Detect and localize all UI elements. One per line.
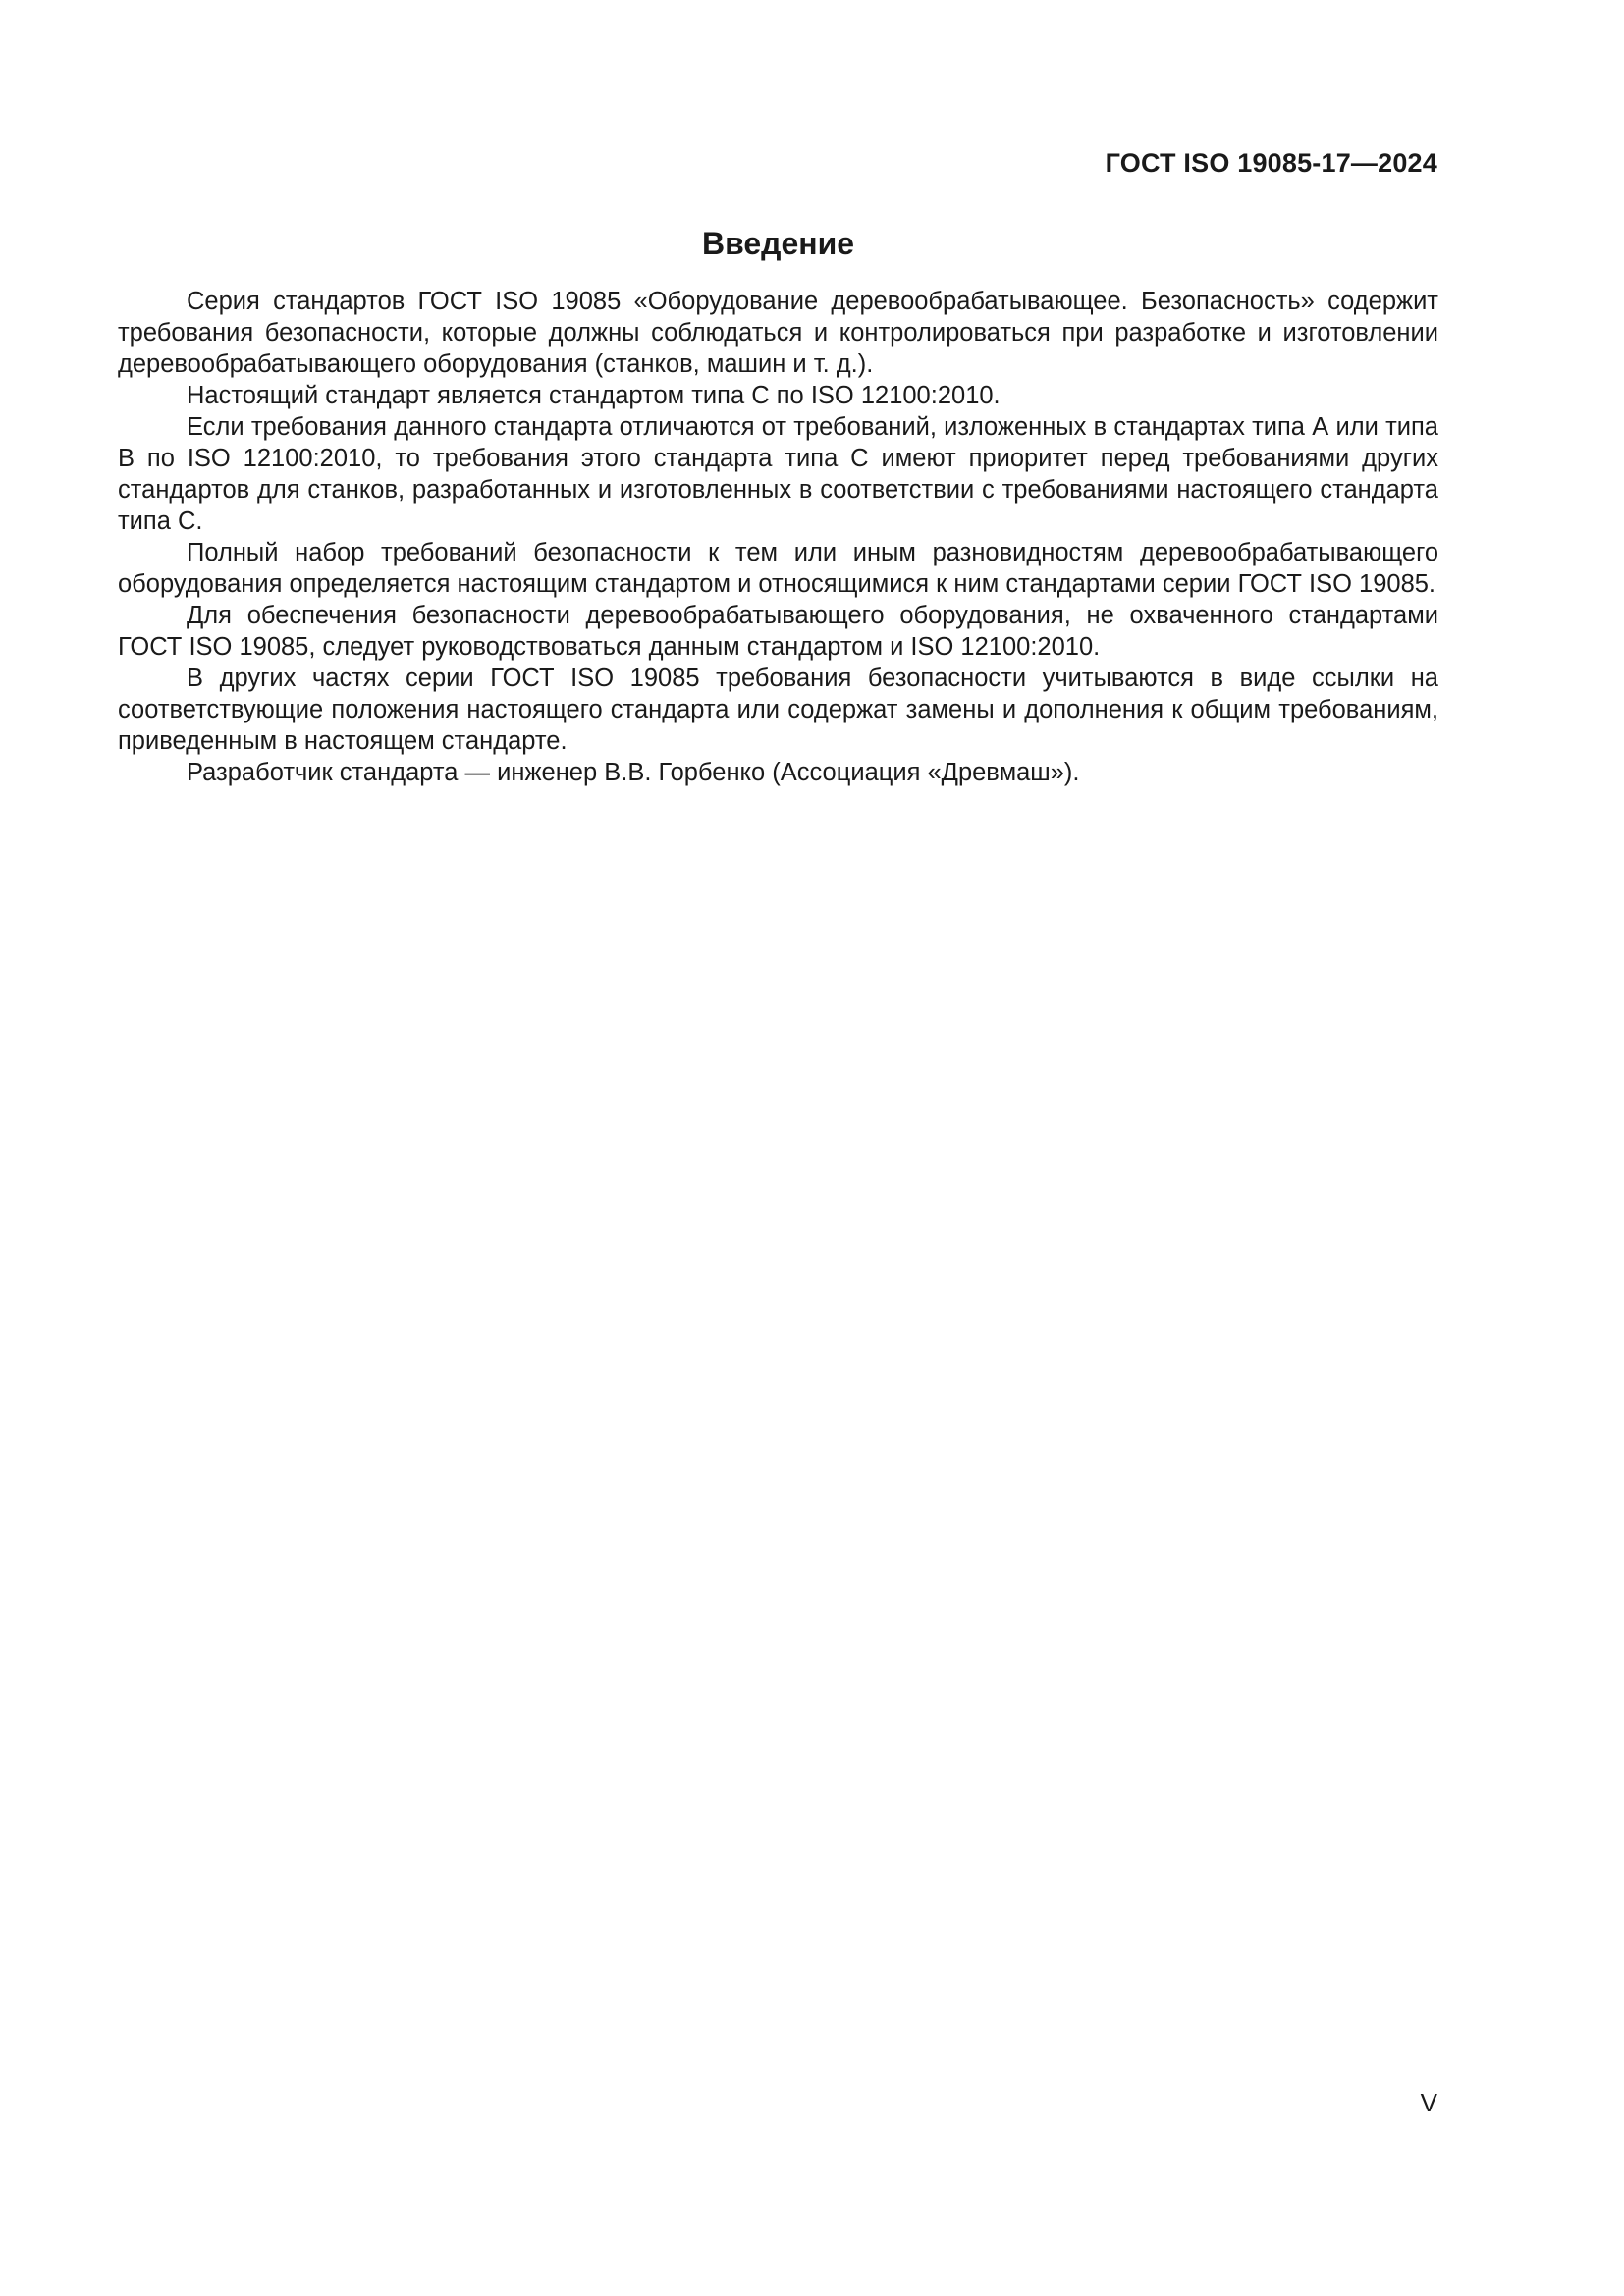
section-title: Введение	[701, 226, 855, 261]
paragraph-developer: Разработчик стандарта — инженер В.В. Горбенко (Ассоциация «Древмаш»).	[187, 759, 1080, 786]
paragraph-other-parts: В других частях серии ГОСТ ISO 19085 требования безопасности учитываются в виде ссылки на соответствующие положения настоящего стандарта или содержат замены и дополнения к общим требованиям, приведенным в настоящем стандарте.	[118, 665, 1438, 755]
document-code-header: ГОСТ ISO 19085-17—2024	[1105, 148, 1437, 178]
paragraph-priority: Если требования данного стандарта отличаются от требований, изложенных в стандартах типа А или типа В по ISO 12100:2010, то требования этого стандарта типа С имеют приоритет перед требованиями других стандартов для станков, разработанных и изготовленных в соответствии с требованиями настоящего стандарта типа С.	[118, 413, 1438, 535]
paragraph-type-c-standard: Настоящий стандарт является стандартом типа С по ISO 12100:2010.	[187, 382, 1001, 409]
paragraph-full-requirements: Полный набор требований безопасности к тем или иным разновидностям деревообрабатывающего оборудования определяется настоящим стандартом и относящимися к ним стандартами серии ГОСТ ISO 19085.	[118, 539, 1438, 598]
paragraph-uncovered-equipment: Для обеспечения безопасности деревообрабатывающего оборудования, не охваченного стандартами ГОСТ ISO 19085, следует руководствоваться данным стандартом и ISO 12100:2010.	[118, 602, 1438, 661]
section-body	[118, 286, 1438, 788]
paragraph-series-description: Серия стандартов ГОСТ ISO 19085 «Оборудование деревообрабатывающее. Безопасность» содержит требования безопасности, которые должны соблюдаться и контролироваться при разработке и изготовлении деревообрабатывающего оборудования (станков, машин и т. д.).	[118, 288, 1438, 378]
page-number: V	[1420, 2088, 1437, 2117]
